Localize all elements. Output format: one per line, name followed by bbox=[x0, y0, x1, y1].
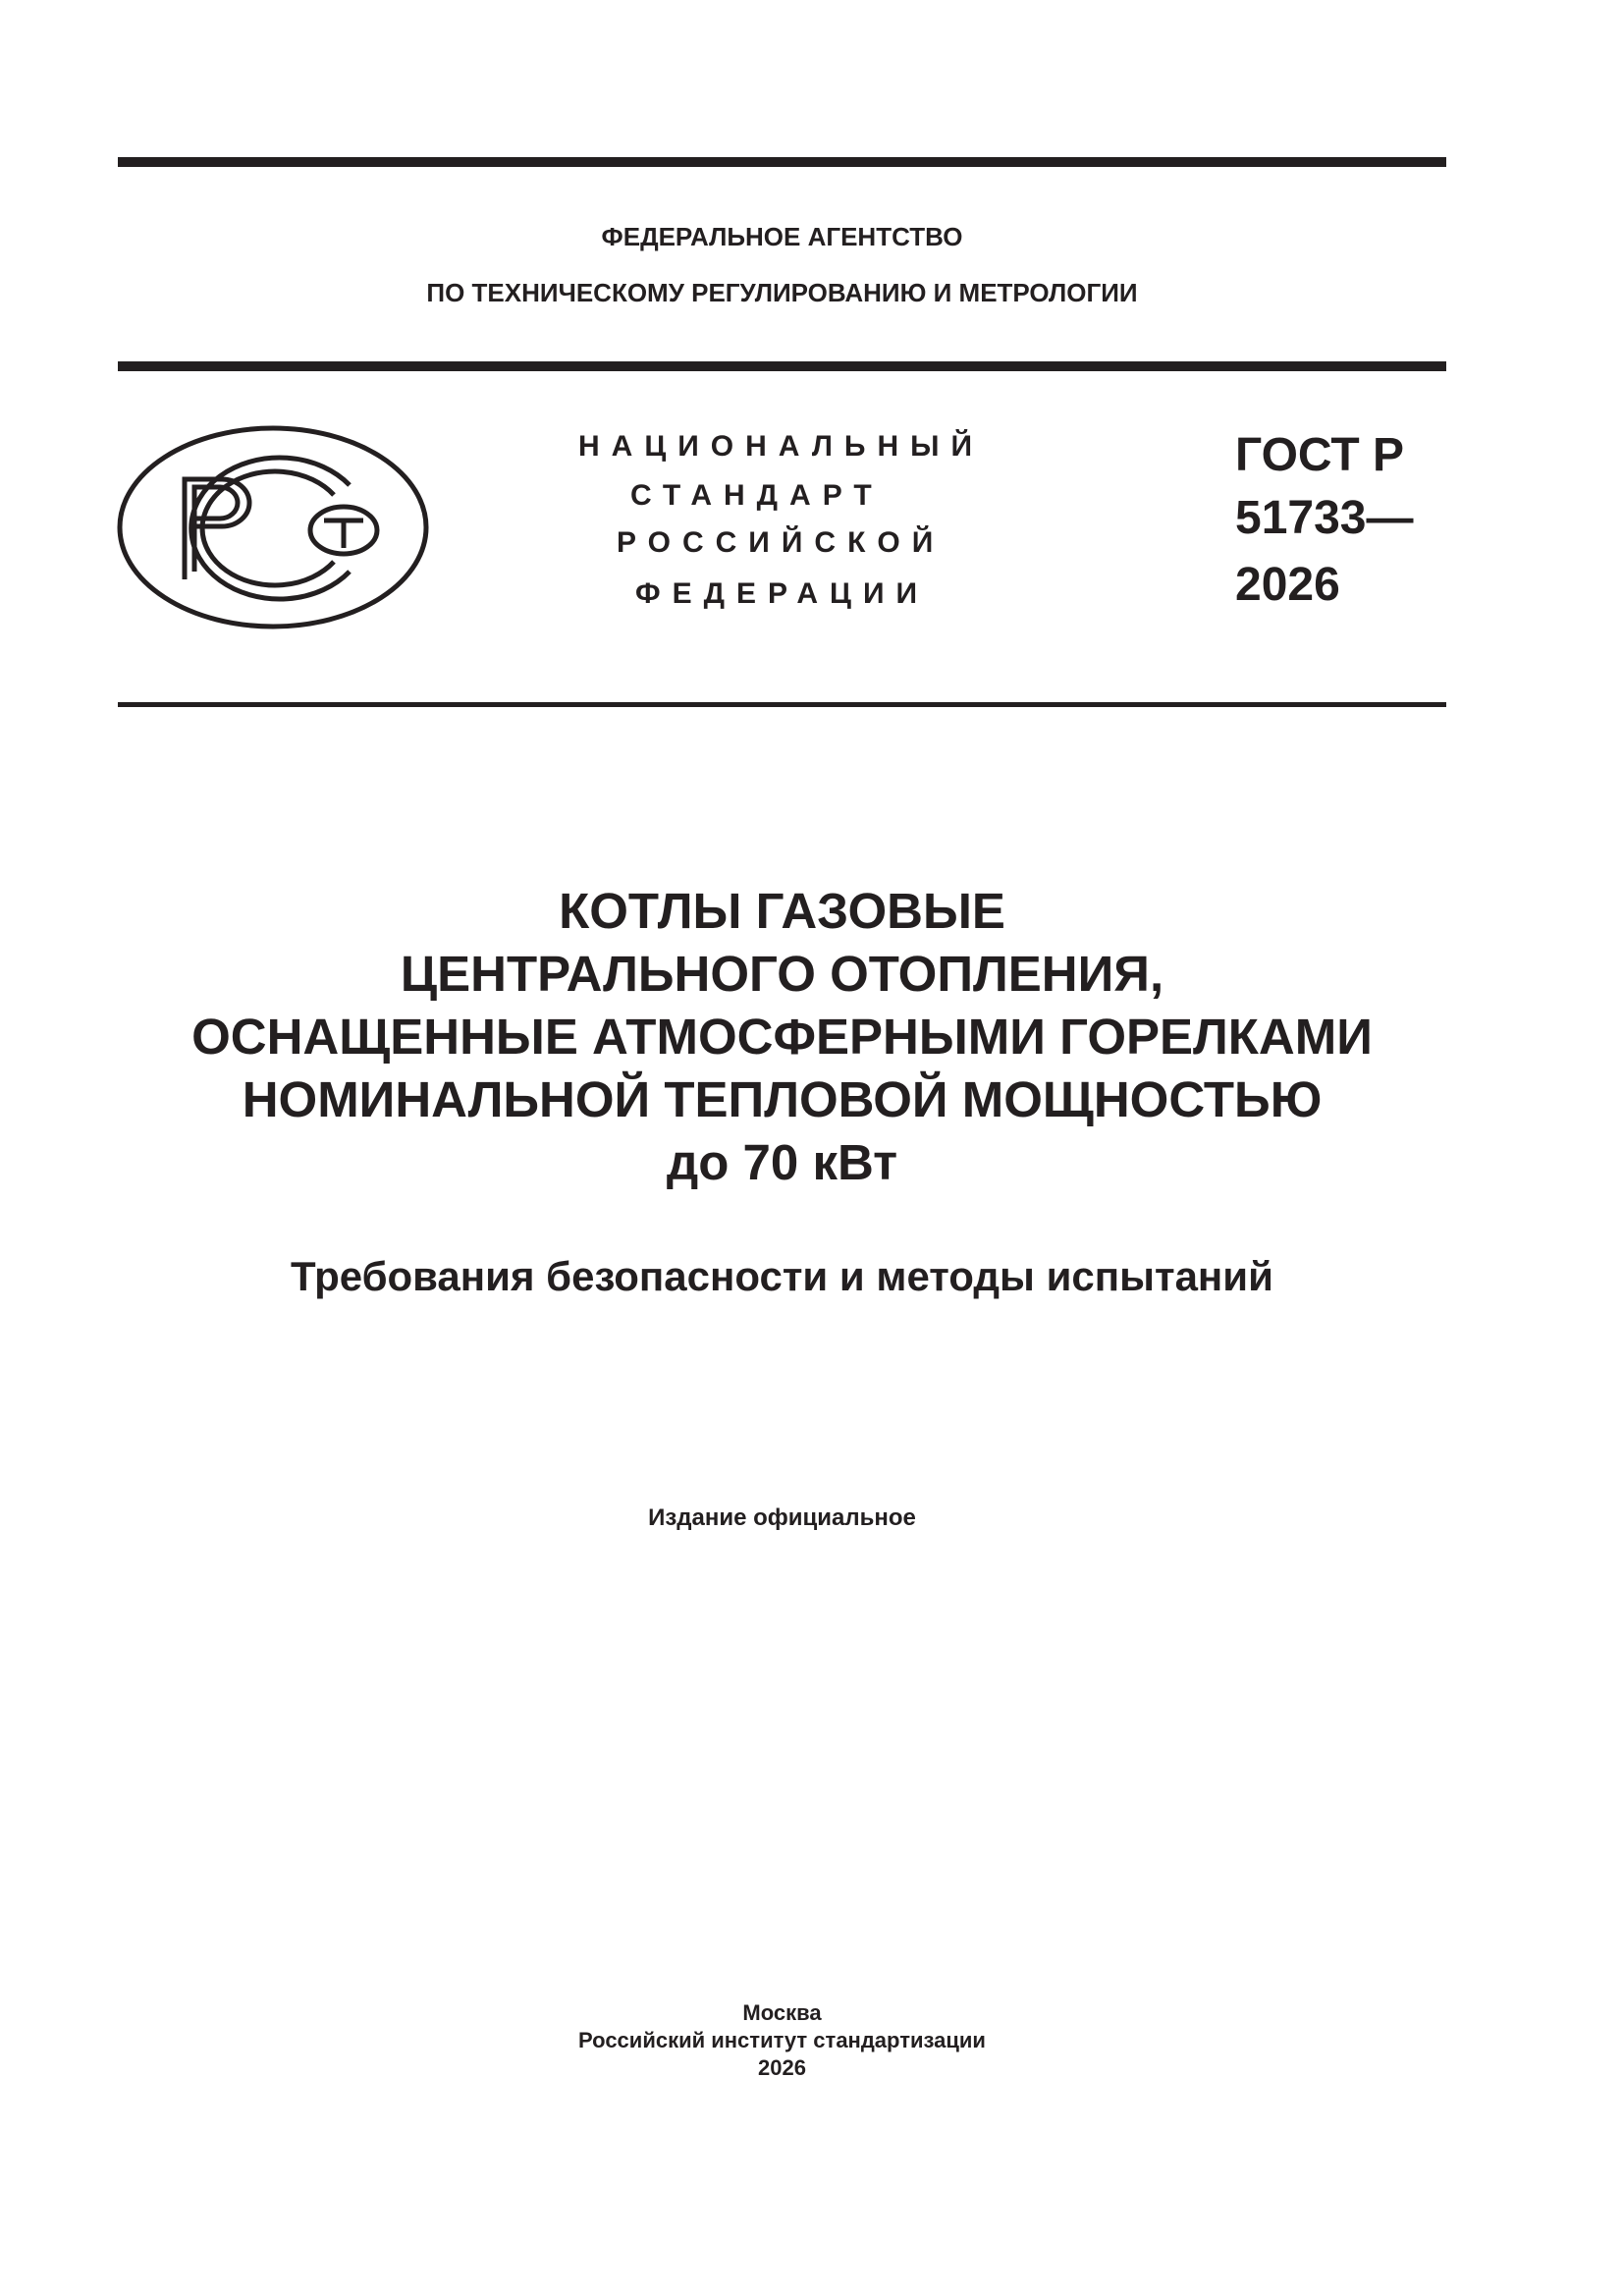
agency-line-1: ФЕДЕРАЛЬНОЕ АГЕНТСТВО bbox=[601, 222, 963, 251]
designation-line-1: ГОСТ Р bbox=[1235, 429, 1405, 481]
edition-label: Издание официальное bbox=[648, 1504, 916, 1531]
standard-type-line-2: СТАНДАРТ bbox=[630, 479, 884, 512]
document-title bbox=[98, 882, 1466, 1192]
standard-type-line-3: РОССИЙСКОЙ bbox=[617, 526, 946, 559]
designation-rule bbox=[118, 702, 1446, 707]
top-rule bbox=[118, 157, 1446, 167]
agency-line-2: ПО ТЕХНИЧЕСКОМУ РЕГУЛИРОВАНИЮ И МЕТРОЛОГИИ bbox=[426, 278, 1138, 307]
standard-type-line-4: ФЕДЕРАЦИИ bbox=[635, 577, 930, 610]
title-line-1: КОТЛЫ ГАЗОВЫЕ bbox=[559, 883, 1005, 939]
imprint-publisher: Российский институт стандартизации bbox=[578, 2028, 986, 2052]
document-subtitle: Требования безопасности и методы испытаний bbox=[291, 1253, 1273, 1299]
title-line-2: ЦЕНТРАЛЬНОГО ОТОПЛЕНИЯ, bbox=[400, 946, 1164, 1002]
rst-mark-icon bbox=[116, 424, 430, 630]
imprint-city: Москва bbox=[742, 2000, 822, 2025]
header-rule bbox=[118, 361, 1446, 371]
designation-line-2: 51733— bbox=[1235, 492, 1414, 544]
designation-line-3: 2026 bbox=[1235, 559, 1340, 611]
imprint bbox=[98, 1999, 1466, 2082]
standard-type-line-1: НАЦИОНАЛЬНЫЙ bbox=[578, 430, 985, 463]
imprint-year: 2026 bbox=[758, 2055, 806, 2080]
title-line-5: до 70 кВт bbox=[666, 1134, 898, 1190]
title-line-3: ОСНАЩЕННЫЕ АТМОСФЕРНЫМИ ГОРЕЛКАМИ bbox=[191, 1009, 1373, 1065]
title-line-4: НОМИНАЛЬНОЙ ТЕПЛОВОЙ МОЩНОСТЬЮ bbox=[242, 1071, 1323, 1127]
